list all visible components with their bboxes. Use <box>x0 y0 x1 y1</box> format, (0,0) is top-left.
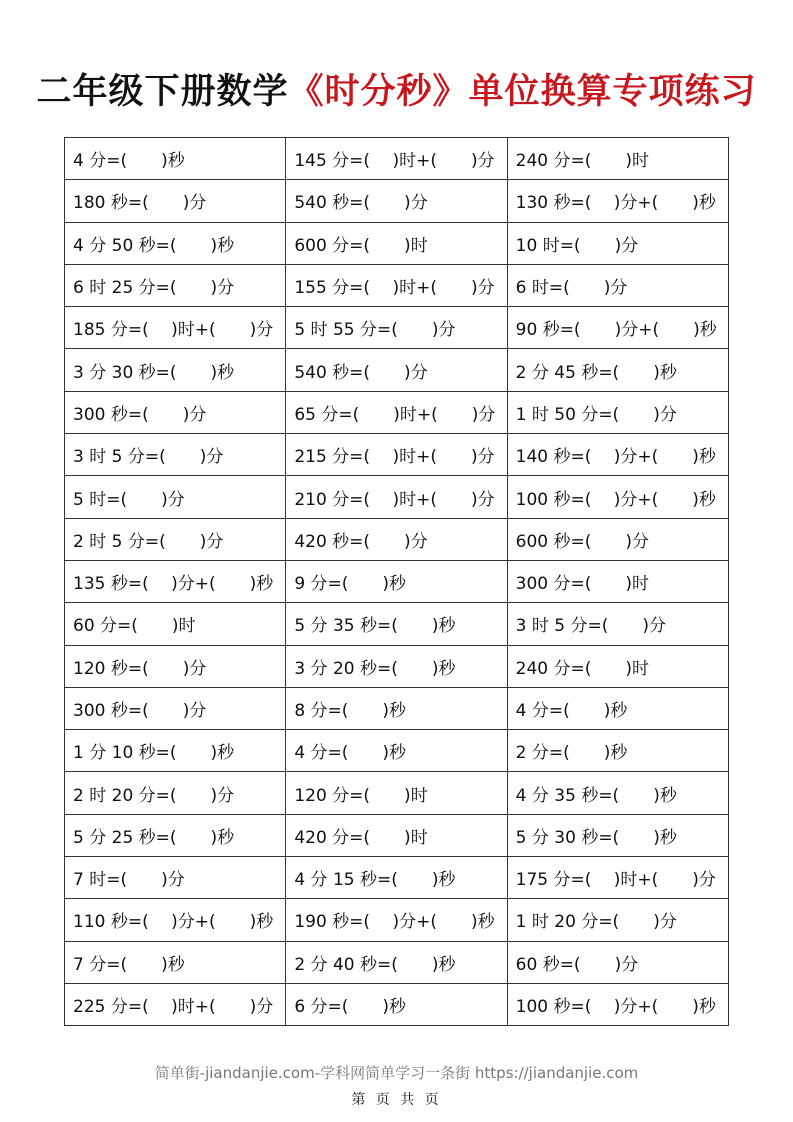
table-row <box>65 264 729 306</box>
exercise-cell: 180 秒=( )分 <box>65 180 286 222</box>
exercise-cell: 4 分=( )秒 <box>65 138 286 180</box>
exercise-cell: 3 时 5 分=( )分 <box>507 603 728 645</box>
exercise-cell: 4 分=( )秒 <box>507 687 728 729</box>
exercise-cell: 1 时 20 分=( )分 <box>507 899 728 941</box>
table-row <box>65 180 729 222</box>
table-row <box>65 391 729 433</box>
exercise-cell: 6 时 25 分=( )分 <box>65 264 286 306</box>
exercise-cell: 215 分=( )时+( )分 <box>286 434 507 476</box>
table-row <box>65 349 729 391</box>
exercise-cell: 90 秒=( )分+( )秒 <box>507 307 728 349</box>
table-row <box>65 645 729 687</box>
exercise-cell: 2 分 45 秒=( )秒 <box>507 349 728 391</box>
exercise-cell: 130 秒=( )分+( )秒 <box>507 180 728 222</box>
table-row <box>65 434 729 476</box>
exercise-cell: 7 时=( )分 <box>65 857 286 899</box>
table-row <box>65 560 729 602</box>
exercise-cell: 120 分=( )时 <box>286 772 507 814</box>
exercise-cell: 540 秒=( )分 <box>286 180 507 222</box>
page-title <box>0 64 793 114</box>
table-row <box>65 687 729 729</box>
exercise-cell: 3 时 5 分=( )分 <box>65 434 286 476</box>
table-row <box>65 222 729 264</box>
exercise-cell: 4 分 50 秒=( )秒 <box>65 222 286 264</box>
exercise-cell: 5 时=( )分 <box>65 476 286 518</box>
exercise-cell: 1 分 10 秒=( )秒 <box>65 730 286 772</box>
exercise-cell: 300 秒=( )分 <box>65 391 286 433</box>
table-row <box>65 603 729 645</box>
table-row <box>65 941 729 983</box>
table-row <box>65 983 729 1025</box>
exercise-cell: 2 分=( )秒 <box>507 730 728 772</box>
exercise-cell: 420 秒=( )分 <box>286 518 507 560</box>
exercise-cell: 600 分=( )时 <box>286 222 507 264</box>
exercise-cell: 100 秒=( )分+( )秒 <box>507 983 728 1025</box>
title-topic: 《时分秒》单位换算专项练习 <box>288 71 757 112</box>
exercise-cell: 3 分 20 秒=( )秒 <box>286 645 507 687</box>
exercise-cell: 5 时 55 分=( )分 <box>286 307 507 349</box>
page-number: 第 页 共 页 <box>351 1092 442 1108</box>
exercise-cell: 7 分=( )秒 <box>65 941 286 983</box>
table-row <box>65 772 729 814</box>
exercise-cell: 8 分=( )秒 <box>286 687 507 729</box>
exercise-cell: 4 分 35 秒=( )秒 <box>507 772 728 814</box>
exercise-cell: 4 分=( )秒 <box>286 730 507 772</box>
exercise-cell: 6 时=( )分 <box>507 264 728 306</box>
exercise-cell: 5 分 35 秒=( )秒 <box>286 603 507 645</box>
exercise-cell: 185 分=( )时+( )分 <box>65 307 286 349</box>
exercise-cell: 3 分 30 秒=( )秒 <box>65 349 286 391</box>
exercise-cell: 9 分=( )秒 <box>286 560 507 602</box>
table-row <box>65 899 729 941</box>
exercise-cell: 140 秒=( )分+( )秒 <box>507 434 728 476</box>
exercise-cell: 120 秒=( )分 <box>65 645 286 687</box>
exercise-cell: 240 分=( )时 <box>507 645 728 687</box>
exercise-cell: 5 分 25 秒=( )秒 <box>65 814 286 856</box>
exercise-cell: 60 分=( )时 <box>65 603 286 645</box>
table-row <box>65 814 729 856</box>
exercise-cell: 60 秒=( )分 <box>507 941 728 983</box>
exercise-cell: 600 秒=( )分 <box>507 518 728 560</box>
exercise-cell: 5 分 30 秒=( )秒 <box>507 814 728 856</box>
exercise-cell: 210 分=( )时+( )分 <box>286 476 507 518</box>
table-row <box>65 138 729 180</box>
exercise-cell: 225 分=( )时+( )分 <box>65 983 286 1025</box>
title-grade: 二年级下册数学 <box>36 71 289 112</box>
table-row <box>65 518 729 560</box>
exercise-cell: 2 时 20 分=( )分 <box>65 772 286 814</box>
watermark-footer: 简单街-jiandanjie.com-学科网简单学习一条街 https://jiandanjie.com <box>154 1064 639 1082</box>
exercise-cell: 10 时=( )分 <box>507 222 728 264</box>
exercise-cell: 2 分 40 秒=( )秒 <box>286 941 507 983</box>
exercise-cell: 145 分=( )时+( )分 <box>286 138 507 180</box>
exercise-cell: 190 秒=( )分+( )秒 <box>286 899 507 941</box>
exercise-cell: 240 分=( )时 <box>507 138 728 180</box>
exercise-cell: 155 分=( )时+( )分 <box>286 264 507 306</box>
exercise-cell: 100 秒=( )分+( )秒 <box>507 476 728 518</box>
exercise-cell: 175 分=( )时+( )分 <box>507 857 728 899</box>
exercise-cell: 4 分 15 秒=( )秒 <box>286 857 507 899</box>
table-row <box>65 857 729 899</box>
exercise-cell: 135 秒=( )分+( )秒 <box>65 560 286 602</box>
table-row <box>65 476 729 518</box>
exercise-cell: 540 秒=( )分 <box>286 349 507 391</box>
exercise-cell: 65 分=( )时+( )分 <box>286 391 507 433</box>
exercise-cell: 6 分=( )秒 <box>286 983 507 1025</box>
exercise-table <box>64 137 729 1026</box>
exercise-cell: 2 时 5 分=( )分 <box>65 518 286 560</box>
exercise-cell: 420 分=( )时 <box>286 814 507 856</box>
exercise-cell: 1 时 50 分=( )分 <box>507 391 728 433</box>
table-row <box>65 307 729 349</box>
table-row <box>65 730 729 772</box>
exercise-cell: 300 分=( )时 <box>507 560 728 602</box>
exercise-cell: 300 秒=( )分 <box>65 687 286 729</box>
exercise-cell: 110 秒=( )分+( )秒 <box>65 899 286 941</box>
